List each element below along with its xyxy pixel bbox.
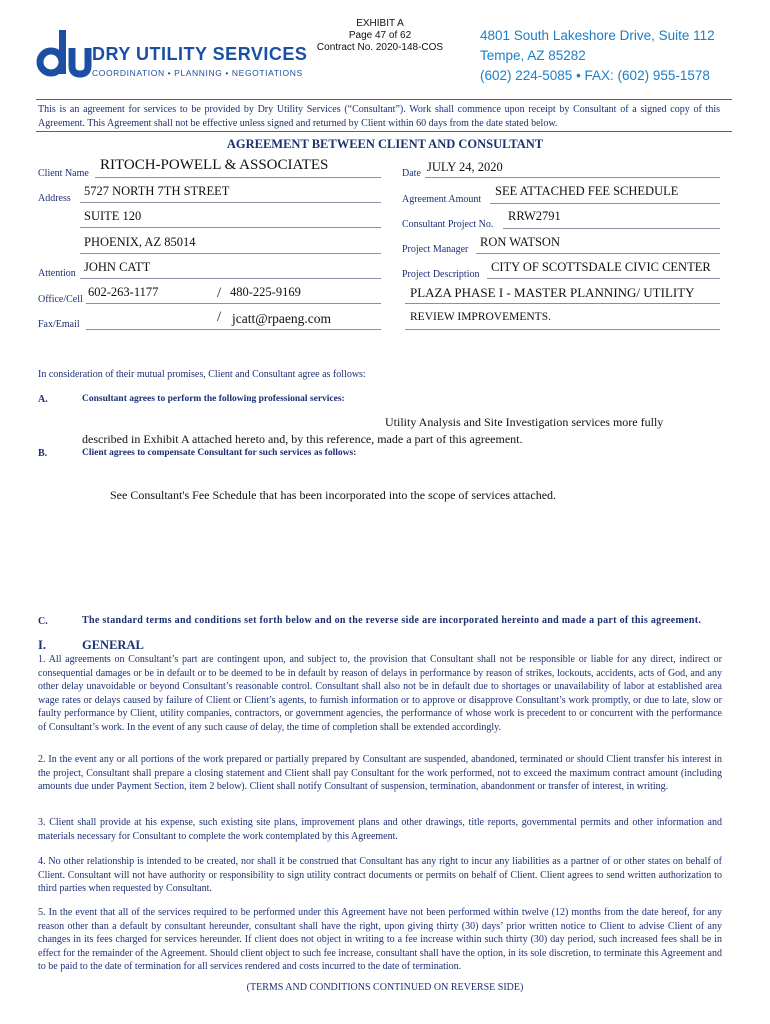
paragraph-2: 2. In the event any or all portions of the work prepared or partially prepared by Consultant are suspended, abandoned, terminated or should Client transfer his interest in the project, Consultant shall prepare a closing statement and Client shall pay Consultant for the work performed, not to exceed the maximum contract amount (including amounts due under Payment Section, item 2 below). Client shall notify Consultant of suspension, termination, abandonment or transfer of interest, in writing.: [38, 754, 722, 792]
general-numeral: I.: [38, 638, 46, 652]
section-b-letter: B.: [38, 448, 48, 459]
consideration-text: In consideration of their mutual promises, Client and Consultant agree as follows:: [38, 369, 366, 380]
general-heading: GENERAL: [82, 638, 144, 652]
paragraph-1: 1. All agreements on Consultant’s part are contingent upon, and subject to, the provision that Consultant shall not be responsible or liable for any direct, indirect or consequential damages or be in default or to be deemed to be in default by reason of delays in performance by reason of strikes, lockouts, accidents, acts of God, and any other delay unavoidable or beyond Consultant’s reasonable control. Consultant shall also not be in default due to shortages or unavailability of labor at established area wage rates or delays caused by failure of Client or Client’s agents, to furnish information or to approve or disapprove Consultant’s work promptly, or due to late, slow or faulty performance by Client, utility companies, contractors, or government agencies, the performance of whose work is precedent to or concurrent with the performance of Consultant’s work. In the event of any such cause of delay, the time of completion shall be extended accordingly.: [38, 654, 722, 733]
continued-footer: (TERMS AND CONDITIONS CONTINUED ON REVERSE SIDE): [246, 982, 524, 993]
date-label: Date: [402, 168, 421, 179]
project-no-line: [503, 228, 720, 229]
project-description-line2-value[interactable]: PLAZA PHASE I - MASTER PLANNING/ UTILITY: [410, 285, 695, 300]
attention-value[interactable]: JOHN CATT: [84, 260, 151, 274]
address-label: Address: [38, 193, 71, 204]
project-description-line1: [487, 278, 720, 279]
intro-divider: [36, 131, 732, 132]
address-city: Tempe, AZ 85282: [480, 48, 586, 63]
address-line3-line: [80, 253, 381, 254]
address-phone: (602) 224-5085 • FAX: (602) 955-1578: [480, 68, 710, 83]
project-description-line3: [405, 329, 720, 330]
office-cell-line: [86, 303, 381, 304]
address-line2-line: [80, 227, 381, 228]
date-line: [425, 177, 720, 178]
header-divider: [36, 99, 732, 100]
paragraph-3: 3. Client shall provide at his expense, such existing site plans, improvement plans and other drawings, title reports, governmental permits and other information and materials necessary for Consultant to complete the work contemplated by this Agreement.: [38, 817, 722, 842]
section-c-heading: The standard terms and conditions set forth below and on the reverse side are incorporated hereinto and made a part of this agreement.: [82, 615, 702, 626]
client-name-line: [95, 177, 381, 178]
office-phone-value[interactable]: 602-263-1177: [88, 285, 159, 299]
exhibit-label: EXHIBIT A: [356, 18, 404, 29]
client-name-label: Client Name: [38, 168, 89, 179]
paragraph-5: 5. In the event that all of the services required to be performed under this Agreement have not been performed within twelve (12) months from the date hereof, for any reason other than a default by consultant hereunder, consultant shall have the right, upon giving thirty (30) days’ prior written notice to Client to advise Client of any changes in its fees charged for services hereunder. If client does not object in writing to a fee increase within such thirty (30) day period, such increased fees shall be in effect for the remainder of the Agreement. Should client object to such fee increase, consultant shall have the option, in its sole discretion, to terminate this Agreement and to be paid to the date of termination for all services rendered and costs incurred to the date of termination.: [38, 907, 722, 972]
contract-number: Contract No. 2020-148-COS: [316, 42, 444, 53]
section-a-heading: Consultant agrees to perform the following professional services:: [82, 394, 345, 404]
project-description-line1-value[interactable]: CITY OF SCOTTSDALE CIVIC CENTER: [491, 260, 711, 274]
section-a-letter: A.: [38, 394, 48, 405]
attention-line: [80, 278, 381, 279]
section-b-text: See Consultant's Fee Schedule that has been incorporated into the scope of services attached.: [110, 488, 557, 502]
agreement-amount-label: Agreement Amount: [402, 194, 482, 205]
section-c-letter: C.: [38, 616, 48, 627]
agreement-amount-line: [490, 203, 720, 204]
address-line1-line: [80, 202, 381, 203]
fax-email-line: [86, 329, 381, 330]
du-logo-icon: [36, 26, 92, 82]
project-no-value[interactable]: RRW2791: [508, 209, 561, 223]
address-line3-value[interactable]: PHOENIX, AZ 85014: [84, 235, 196, 249]
section-a-text2: described in Exhibit A attached hereto and, by this reference, made a part of this agreement.: [82, 432, 523, 446]
company-tagline: COORDINATION • PLANNING • NEGOTIATIONS: [92, 68, 303, 78]
address-line1-value[interactable]: 5727 NORTH 7TH STREET: [84, 184, 230, 198]
date-value[interactable]: JULY 24, 2020: [427, 160, 503, 174]
project-no-label: Consultant Project No.: [402, 219, 494, 230]
exhibit-header: [300, 18, 460, 54]
project-description-line3-value[interactable]: REVIEW IMPROVEMENTS.: [410, 311, 551, 323]
company-logo: [36, 26, 308, 82]
attention-label: Attention: [38, 268, 76, 279]
section-a-text1: Utility Analysis and Site Investigation services more fully: [385, 415, 664, 429]
project-manager-line: [476, 253, 720, 254]
company-name: DRY UTILITY SERVICES: [92, 44, 308, 64]
address-street: 4801 South Lakeshore Drive, Suite 112: [480, 28, 715, 43]
address-line2-value[interactable]: SUITE 120: [84, 209, 142, 223]
email-value[interactable]: jcatt@rpaeng.com: [232, 311, 332, 326]
agreement-title: AGREEMENT BETWEEN CLIENT AND CONSULTANT: [226, 137, 544, 151]
cell-phone-value[interactable]: 480-225-9169: [230, 285, 301, 299]
project-manager-label: Project Manager: [402, 244, 469, 255]
project-manager-value[interactable]: RON WATSON: [480, 235, 560, 249]
office-cell-label: Office/Cell: [38, 294, 83, 305]
project-description-line2: [405, 303, 720, 304]
fax-email-label: Fax/Email: [38, 319, 80, 330]
company-address: [480, 26, 715, 86]
phone-separator: /: [217, 285, 222, 301]
client-name-value[interactable]: RITOCH-POWELL & ASSOCIATES: [100, 157, 329, 173]
page-number: Page 47 of 62: [348, 30, 412, 41]
project-description-label: Project Description: [402, 269, 480, 280]
paragraph-4: 4. No other relationship is intended to be created, nor shall it be construed that Consultant has any right to incur any liabilities as a partner of or other states on behalf of Client. Consultant will not have authority or responsibility to sign utility contract documents or permits on behalf of Client. Client agrees to send written authorization to third parties when requested by Consultant.: [38, 856, 722, 894]
fax-email-separator: /: [217, 309, 222, 325]
section-b-heading: Client agrees to compensate Consultant for such services as follows:: [82, 448, 357, 458]
intro-paragraph: This is an agreement for services to be provided by Dry Utility Services (“Consultant”). Work shall commence upon receipt by Consultant of a signed copy of this Agreement. This Agreement shall not be effective unless signed and returned by Client within 60 days from the date stated below.: [38, 104, 720, 129]
agreement-amount-value[interactable]: SEE ATTACHED FEE SCHEDULE: [495, 184, 679, 198]
